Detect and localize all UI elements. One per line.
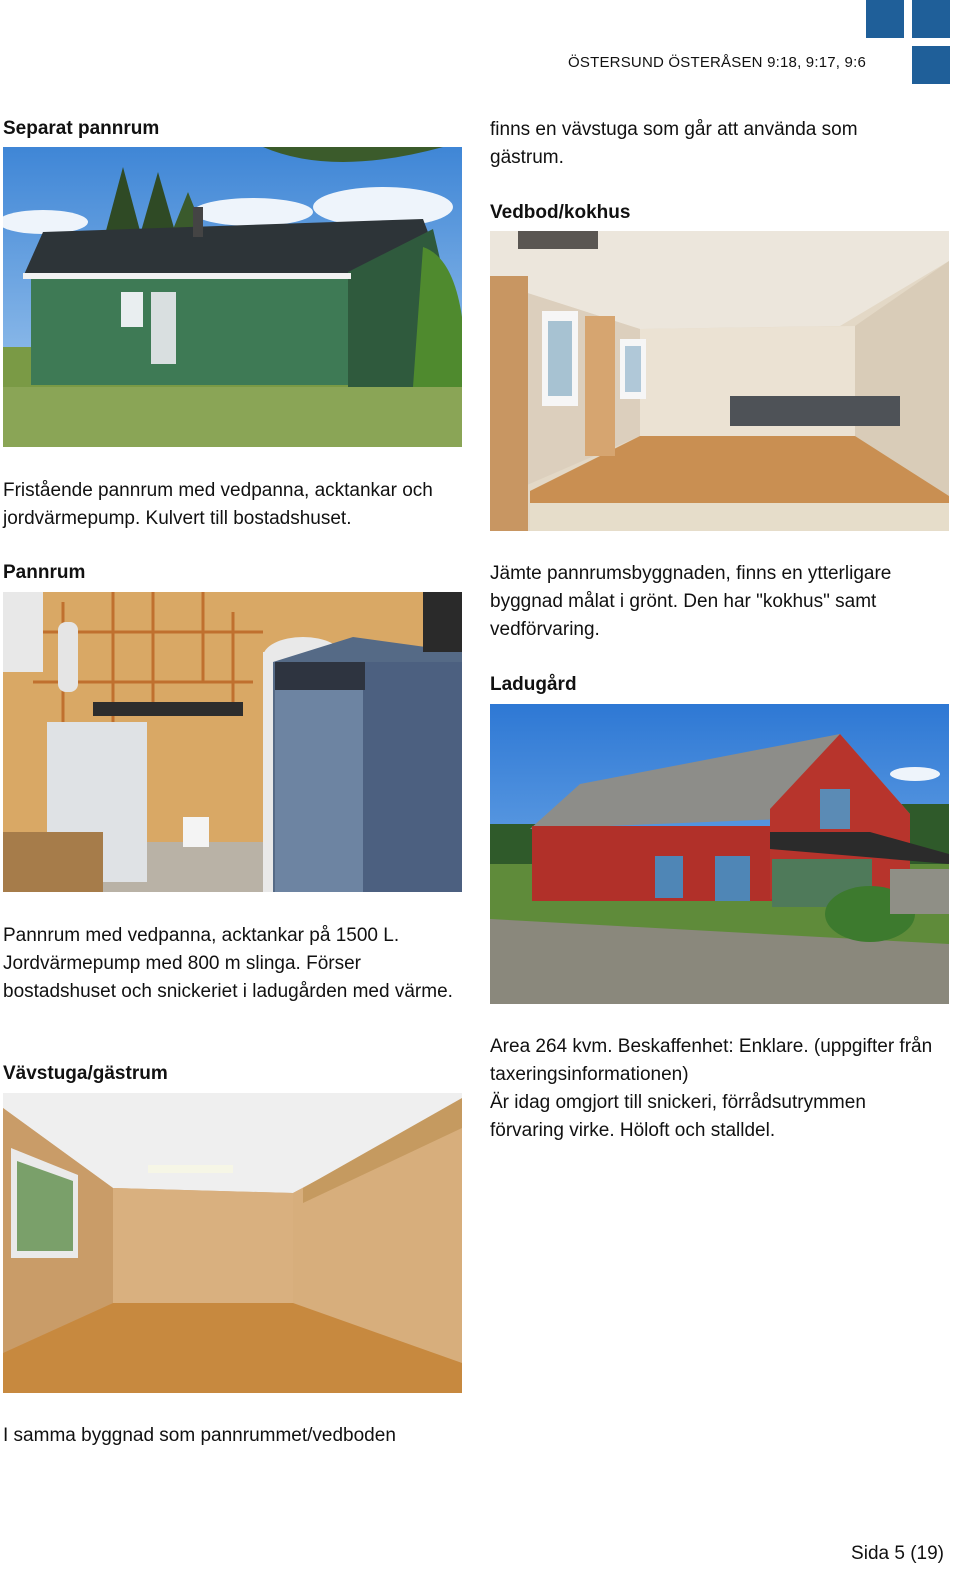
heading-vedbod: Vedbod/kokhus (490, 202, 631, 223)
logo-square-1 (866, 0, 904, 38)
intro-text: finns en vävstuga som går att använda som gästrum. (490, 119, 858, 168)
photo-vavstuga (3, 1093, 462, 1393)
photo-separat-pannrum (3, 147, 462, 447)
caption-ladugard-1: Area 264 kvm. Beskaffenhet: Enklare. (uppgifter från taxeringsinformationen) (490, 1036, 933, 1085)
heading-pannrum: Pannrum (3, 562, 86, 583)
caption-ladugard-2: Är idag omgjort till snickeri, förrådsutrymmen förvaring virke. Höloft och stalldel. (490, 1092, 866, 1141)
heading-vavstuga: Vävstuga/gästrum (3, 1063, 168, 1084)
header-title: ÖSTERSUND ÖSTERÅSEN 9:18, 9:17, 9:6 (568, 54, 866, 71)
caption-pannrum: Pannrum med vedpanna, acktankar på 1500 L. Jordvärmepump med 800 m slinga. Förser bostadshuset och snickeriet i ladugården med värme. (3, 925, 453, 1002)
photo-ladugard (490, 704, 949, 1004)
logo-square-3 (912, 46, 950, 84)
caption-separat-pannrum: Fristående pannrum med vedpanna, acktankar och jordvärmepump. Kulvert till bostadshuset. (3, 480, 433, 529)
caption-vedbod: Jämte pannrumsbyggnaden, finns en ytterligare byggnad målat i grönt. Den har "kokhus" samt vedförvaring. (490, 563, 892, 640)
heading-ladugard: Ladugård (490, 674, 577, 695)
page-number: Sida 5 (19) (851, 1543, 944, 1564)
photo-pannrum (3, 592, 462, 892)
caption-vavstuga: I samma byggnad som pannrummet/vedboden (3, 1425, 396, 1446)
photo-vedbod (490, 231, 949, 531)
heading-separat-pannrum: Separat pannrum (3, 118, 160, 139)
logo-square-2 (912, 0, 950, 38)
